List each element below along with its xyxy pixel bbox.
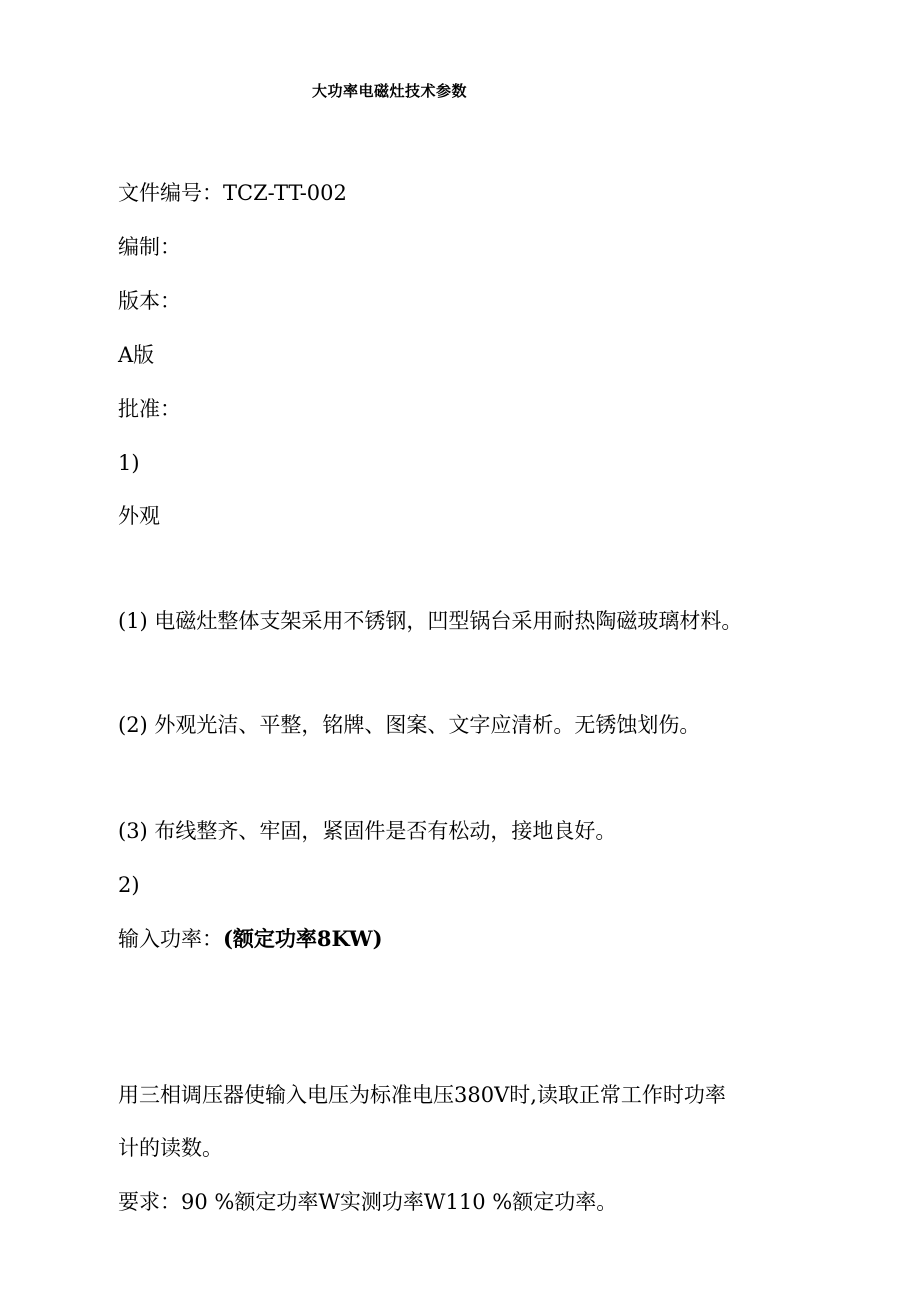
section2-heading	[118, 925, 383, 953]
section2-heading-strong: (额定功率8KW)	[223, 926, 383, 951]
section1-item-1: (1) 电磁灶整体支架采用不锈钢，凹型锅台采用耐热陶磁玻璃材料。	[118, 609, 743, 633]
section2-heading-prefix: 输入功率：	[118, 927, 223, 951]
approved-by: 批准：	[118, 397, 181, 421]
section1-item-3: (3) 布线整齐、牢固，紧固件是否有松动，接地良好。	[118, 819, 617, 843]
section1-item-2: (2) 外观光洁、平整，铭牌、图案、文字应清析。无锈蚀划伤。	[118, 713, 701, 737]
section2-body-line-1: 用三相调压器使输入电压为标准电压380V时,读取正常工作时功率	[118, 1083, 726, 1107]
version-value: A版	[118, 343, 155, 367]
section1-heading: 外观	[118, 504, 160, 528]
section2-requirement: 要求：90 %额定功率W实测功率W110 %额定功率。	[118, 1190, 618, 1214]
section2-body-line-2: 计的读数。	[118, 1136, 223, 1160]
doc-number: 文件编号：TCZ-TT-002	[118, 181, 347, 205]
compiled-by: 编制：	[118, 235, 181, 259]
section2-number: 2)	[118, 873, 140, 897]
section1-number: 1)	[118, 451, 140, 475]
document-title: 大功率电磁灶技术参数	[312, 82, 468, 100]
version-label: 版本：	[118, 289, 181, 313]
